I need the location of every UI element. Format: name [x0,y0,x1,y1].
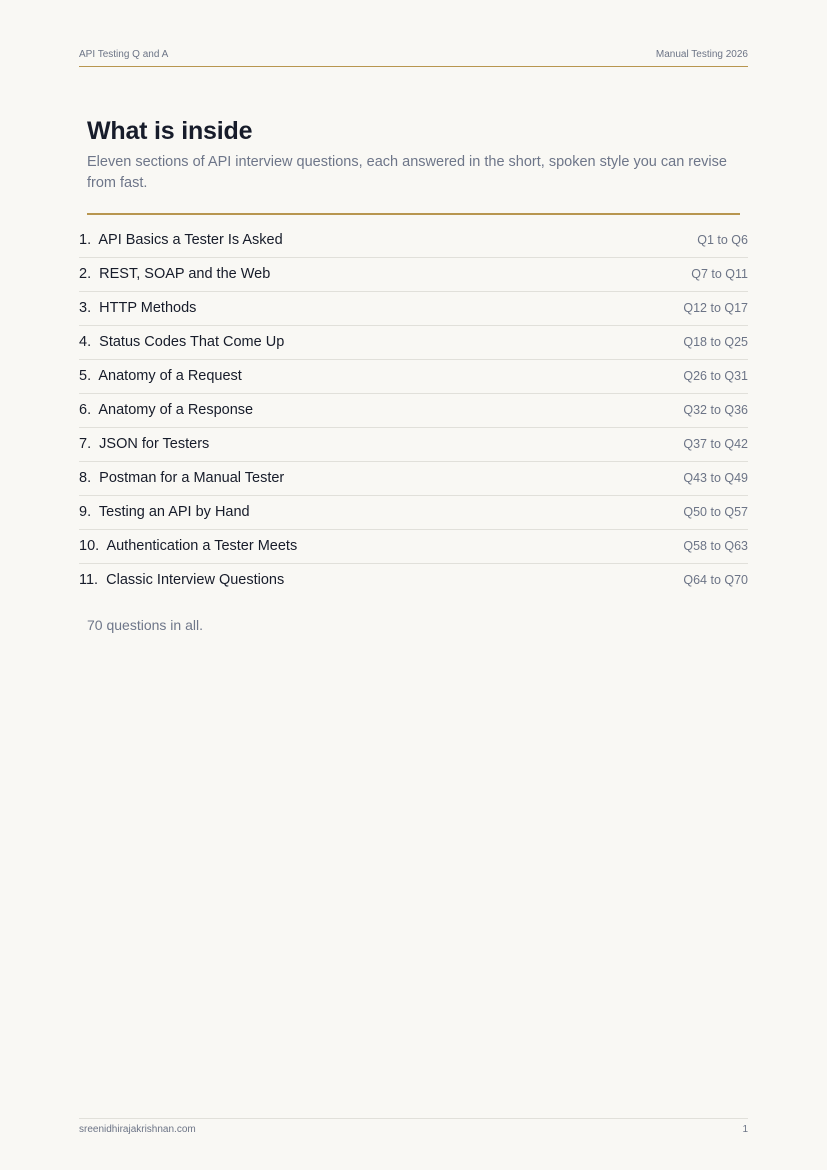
toc-item-label: Status Codes That Come Up [99,334,285,350]
toc-item-number: 2. [79,266,92,282]
toc-item-label: Authentication a Tester Meets [106,538,298,554]
toc-item-range: Q26 to Q31 [683,369,748,383]
toc-item-number: 1. [79,232,92,248]
toc-item-number: 4. [79,334,92,350]
toc-item-range: Q43 to Q49 [683,471,748,485]
toc-item[interactable] [79,564,748,598]
toc-item[interactable] [79,326,748,360]
toc-item-title [79,334,284,350]
header-doc-title: API Testing Q and A [79,49,169,60]
toc-item-range: Q1 to Q6 [697,233,748,247]
page-title: What is inside [87,117,253,145]
toc-item-range: Q7 to Q11 [691,267,748,281]
toc-item[interactable] [79,292,748,326]
toc-item-label: Postman for a Manual Tester [99,470,285,486]
toc-item-title [79,232,283,248]
toc-item-label: Testing an API by Hand [98,504,250,520]
toc-item-number: 5. [79,368,92,384]
toc-item[interactable] [79,530,748,564]
toc-item[interactable] [79,462,748,496]
toc-item[interactable] [79,360,748,394]
toc-item-range: Q37 to Q42 [683,437,748,451]
toc-item[interactable] [79,496,748,530]
toc-item-label: Anatomy of a Request [98,368,242,384]
running-header [79,49,748,67]
toc-item-number: 3. [79,300,92,316]
toc-item-title [79,436,209,452]
toc-item-range: Q32 to Q36 [683,403,748,417]
toc-item-label: API Basics a Tester Is Asked [98,232,283,248]
toc-item[interactable] [79,258,748,292]
toc-item-title [79,402,253,418]
toc-item-number: 9. [79,504,92,520]
toc-item-title [79,470,284,486]
toc-item-number: 7. [79,436,92,452]
toc-item-number: 6. [79,402,92,418]
running-footer [79,1118,748,1139]
toc-item-range: Q12 to Q17 [683,301,748,315]
toc-item-number: 11. [79,572,99,588]
toc-item-number: 10. [79,538,100,554]
toc-item-range: Q18 to Q25 [683,335,748,349]
toc-item-label: JSON for Testers [99,436,210,452]
toc-item[interactable] [79,394,748,428]
toc-item-label: Anatomy of a Response [98,402,254,418]
footer-site-link[interactable]: sreenidhirajakrishnan.com [79,1124,196,1135]
header-series-title: Manual Testing 2026 [655,49,748,60]
toc-item-number: 8. [79,470,92,486]
page-number: 1 [742,1124,748,1135]
toc-item-label: HTTP Methods [99,300,197,316]
toc-item-title [79,368,242,384]
toc-item-label: Classic Interview Questions [106,572,285,588]
table-of-contents [79,224,748,598]
toc-item-title [79,300,196,316]
toc-item-title [79,572,284,588]
intro-paragraph: Eleven sections of API interview questions, each answered in the short, spoken style you can revise from fast. [87,154,727,191]
toc-item[interactable] [79,224,748,258]
toc-item[interactable] [79,428,748,462]
toc-item-title [79,504,250,520]
toc-item-range: Q58 to Q63 [683,539,748,553]
toc-item-range: Q50 to Q57 [683,505,748,519]
toc-item-range: Q64 to Q70 [683,573,748,587]
toc-summary: 70 questions in all. [87,617,203,633]
toc-item-title [79,538,297,554]
toc-item-title [79,266,270,282]
toc-item-label: REST, SOAP and the Web [99,266,271,282]
section-divider [87,213,740,215]
